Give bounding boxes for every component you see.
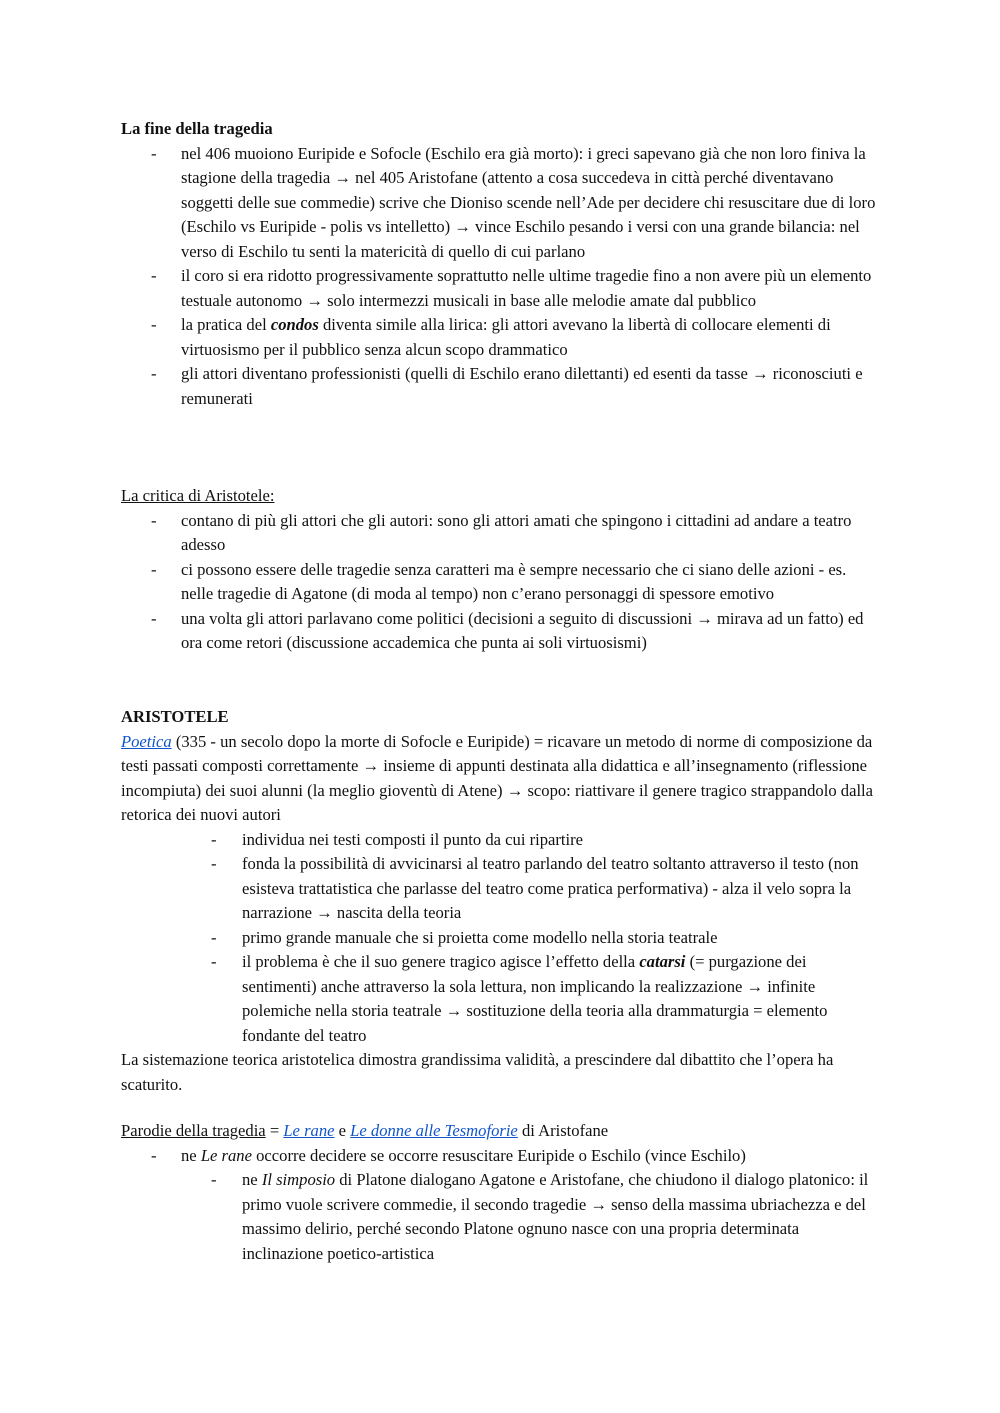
list-item-text: occorre decidere se occorre resuscitare Euripide o Eschilo (vince Eschilo) bbox=[251, 1145, 746, 1165]
intro-paragraph bbox=[121, 730, 881, 828]
conclusion-paragraph: La sistemazione teorica aristotelica dimostra grandissima validità, a prescindere dal dibattito che l’opera ha scaturito. bbox=[121, 1050, 834, 1094]
section-aristotele bbox=[121, 705, 881, 1097]
list-item-text: ne bbox=[181, 1145, 201, 1165]
section-title: La fine della tragedia bbox=[121, 119, 273, 138]
section-title: Parodie della tragedia bbox=[121, 1121, 266, 1140]
list-item-text: il problema è che il suo genere tragico agisce l’effetto della bbox=[242, 952, 640, 971]
list-item-text: (= purgazione dei sentimenti) anche attraverso la sola lettura, non implicando la realizzazione → infinite polemiche nella storia teatrale → sostituzione della teoria alla drammaturgia = elemento fondante del teatro bbox=[242, 952, 828, 1045]
paragraph-text: (335 - un secolo dopo la morte di Sofocle e Euripide) = ricavare un metodo di norme di composizione da testi passati composti correttamente → insieme di appunti destinata alla didattica e all’insegnamento (riflessione incompiuta) dei suoi alunni (la meglio gioventù di Atene) → scopo: riattivare il genere tragico strappandolo dalla retorica dei nuovi autori bbox=[121, 731, 874, 824]
list-item: - ci possono essere delle tragedie senza caratteri ma è sempre necessario che ci siano delle azioni - es. nelle tragedie di Agatone (di moda al tempo) non c’erano personaggi di spessore emotivo bbox=[121, 558, 881, 607]
section-parodie bbox=[121, 1119, 881, 1266]
list-item-text: la pratica del bbox=[181, 315, 271, 334]
section-title-line bbox=[121, 1119, 881, 1144]
list-item-text: diventa simile alla lirica: gli attori avevano la libertà di collocare elementi di virtuosismo per il pubblico senza alcun scopo drammatico bbox=[181, 315, 831, 359]
list-item: - gli attori diventano professionisti (quelli di Eschilo erano dilettanti) ed esenti da tasse → riconosciuti e remunerati bbox=[121, 362, 881, 411]
list-item: - una volta gli attori parlavano come politici (decisioni a seguito di discussioni → mirava ad un fatto) ed ora come retori (discussione accademica che punta ai soli virtuosismi) bbox=[121, 607, 881, 656]
list-item-text: di Platone dialogano Agatone e Aristofane, che chiudono il dialogo platonico: il primo vuole scrivere commedie, il secondo tragedie → senso della massima ubriachezza e del massimo delirio, perché secondo Platone ognuno nasce con una propria determinata inclinazione poetico-artistica bbox=[242, 1170, 869, 1263]
list-item: - individua nei testi composti il punto da cui ripartire bbox=[121, 828, 881, 853]
term-catarsi: catarsi bbox=[639, 952, 686, 971]
list-item: - fonda la possibilità di avvicinarsi al teatro parlando del teatro soltanto attraverso il testo (non esisteva trattatistica che parlasse del teatro come pratica performativa) - alza il velo sopra la narrazione → nascita della teoria bbox=[121, 852, 881, 926]
and-text: e bbox=[334, 1121, 351, 1140]
list-item: - nel 406 muoiono Euripide e Sofocle (Eschilo era già morto): i greci sapevano già che non loro finiva la stagione della tragedia → nel 405 Aristofane (attento a cosa succedeva in città perché diventavano soggetti delle sue commedie) scrive che Dioniso scende nell’Ade per decidere chi resuscitare due di loro (Eschilo vs Euripide - polis vs intelletto) → vince Eschilo pesando i versi con una grande bilancia: nel verso di Eschilo tu senti la matericità di quello di cui parlano bbox=[121, 142, 881, 265]
list-item bbox=[121, 950, 881, 1048]
section-title: ARISTOTELE bbox=[121, 707, 229, 726]
list-item: - contano di più gli attori che gli autori: sono gli attori amati che spingono i cittadini ad andare a teatro adesso bbox=[121, 509, 881, 558]
list-item bbox=[121, 313, 881, 362]
bullet-list bbox=[121, 142, 881, 412]
list-item bbox=[121, 1144, 881, 1267]
bullet-list bbox=[121, 1144, 881, 1267]
tesmoforie-link[interactable]: Le donne alle Tesmoforie bbox=[350, 1121, 518, 1140]
list-item: - il coro si era ridotto progressivamente soprattutto nelle ultime tragedie fino a non avere più un elemento testuale autonomo → solo intermezzi musicali in base alle melodie amate dal pubblico bbox=[121, 264, 881, 313]
title-il-simposio: Il simposio bbox=[261, 1170, 336, 1189]
section-critica-aristotele bbox=[121, 484, 881, 656]
term-condos: condos bbox=[270, 315, 319, 334]
list-item: - primo grande manuale che si proietta come modello nella storia teatrale bbox=[121, 926, 881, 951]
author-text: di Aristofane bbox=[517, 1121, 609, 1140]
section-title: La critica di Aristotele: bbox=[121, 486, 275, 505]
section-fine-tragedia bbox=[121, 117, 881, 411]
le-rane-link[interactable]: Le rane bbox=[283, 1121, 335, 1140]
sub-list-item bbox=[181, 1168, 881, 1266]
poetica-link[interactable]: Poetica bbox=[121, 731, 172, 751]
list-item-text: ne bbox=[242, 1170, 262, 1189]
bullet-list bbox=[121, 509, 881, 656]
bullet-list bbox=[121, 828, 881, 1049]
title-le-rane: Le rane bbox=[200, 1145, 252, 1165]
equals-text: = bbox=[265, 1121, 284, 1140]
sub-bullet-list bbox=[181, 1168, 881, 1266]
